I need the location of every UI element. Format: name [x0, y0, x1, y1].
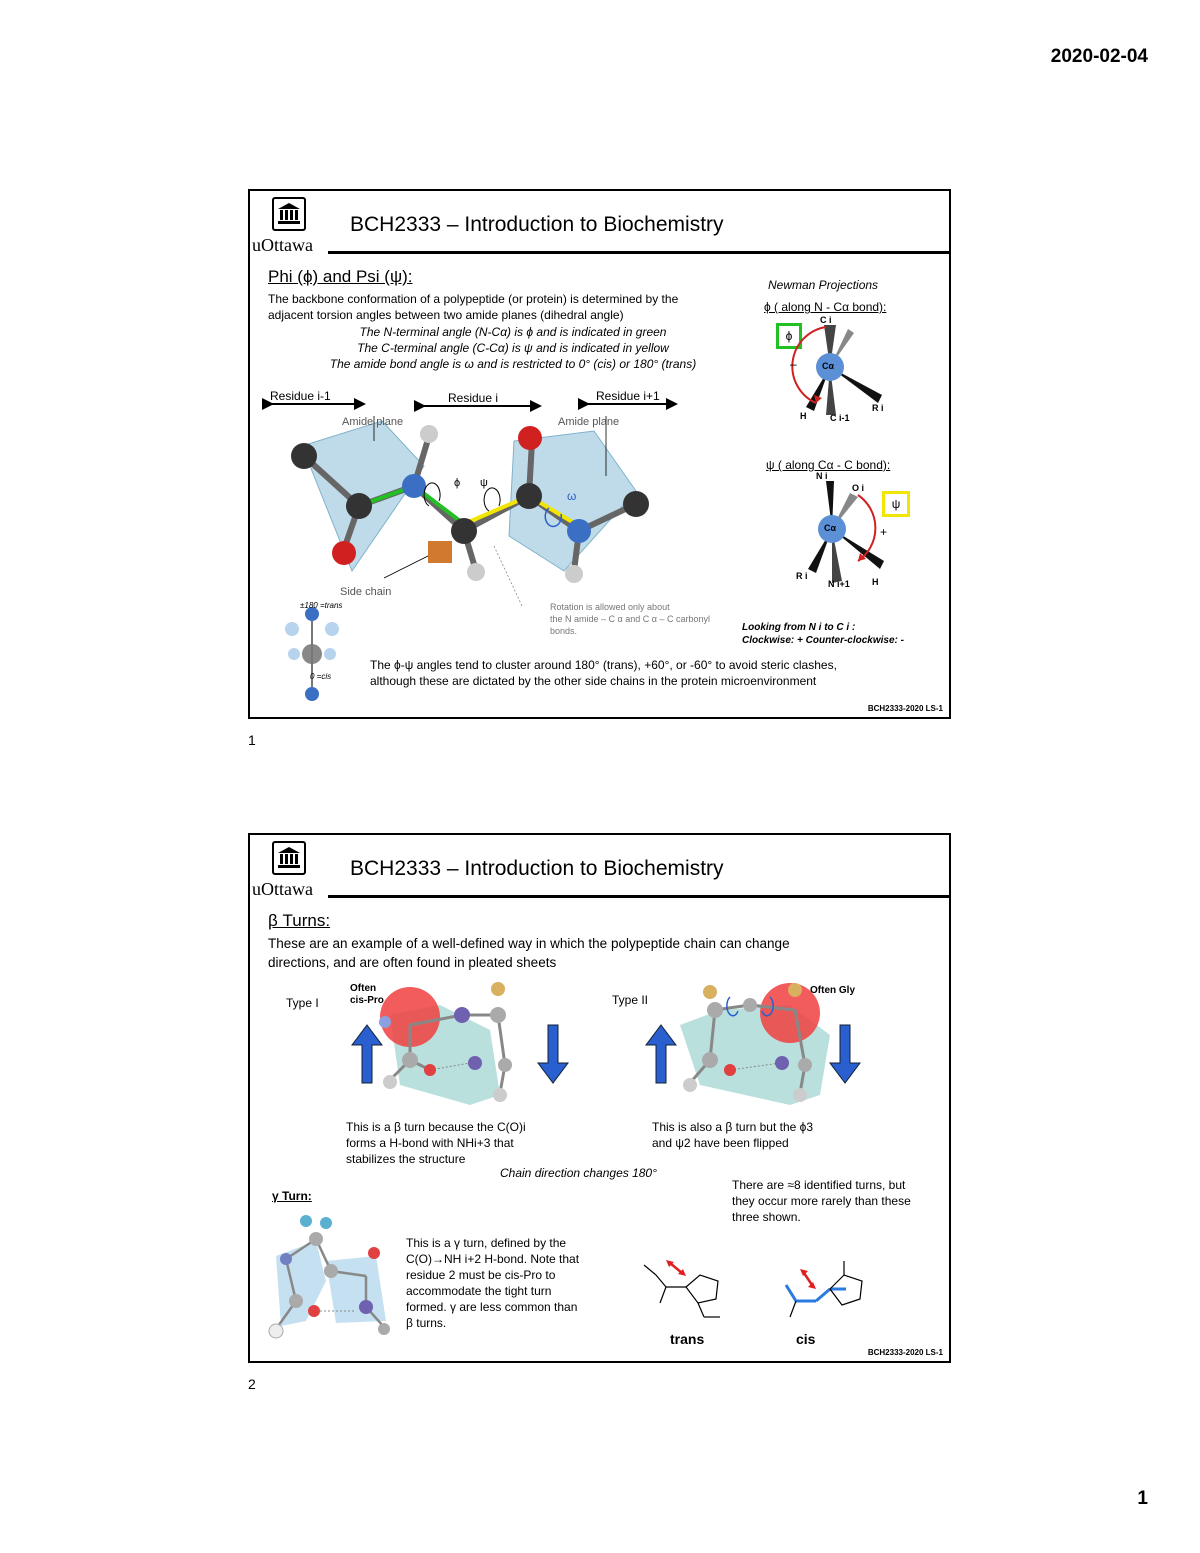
logo-text: uOttawa — [252, 879, 313, 899]
psi-atom-center: Cα — [824, 523, 837, 533]
desc-line: This is a β turn because the C(O)i — [346, 1120, 526, 1134]
type1-description — [346, 1119, 566, 1167]
type2-note: Often Gly — [810, 985, 856, 996]
peptide-backbone-figure — [264, 396, 694, 606]
type2-label: Type II — [612, 993, 649, 1007]
title-divider — [328, 251, 949, 254]
phi-symbol: ϕ — [454, 477, 461, 489]
logo-text: uOttawa — [252, 235, 313, 255]
title-divider — [328, 895, 949, 898]
cis-proline-structure — [766, 1245, 876, 1335]
psi-atom-top-right: O i — [852, 483, 865, 493]
amide-plane-label: Amide plane — [342, 416, 404, 428]
psi-sign: + — [880, 525, 888, 539]
phi-sign: – — [790, 357, 797, 371]
rotation-note-line: the N amide – C α and C α – C carbonyl — [550, 614, 710, 624]
building-icon — [272, 841, 306, 875]
note-line: they occur more rarely than these — [732, 1194, 911, 1208]
psi-box: ψ — [882, 491, 910, 517]
gamma-line: formed. γ are less common than — [406, 1300, 578, 1314]
building-icon — [272, 197, 306, 231]
omega-definition: The amide bond angle is ω and is restricted to 0° (cis) or 180° (trans) — [329, 357, 697, 371]
slide-number: 2 — [248, 1376, 256, 1392]
rotation-note-line: Rotation is allowed only about — [550, 602, 670, 612]
slide-2 — [248, 833, 951, 1363]
phi-atom-top: C i — [820, 315, 832, 325]
phi-caption: ϕ ( along N - Cα bond): — [764, 300, 887, 314]
phi-definition: The N-terminal angle (N-Cα) is ϕ and is indicated in green — [359, 325, 667, 339]
newman-heading: Newman Projections — [768, 278, 879, 292]
bottom-line: although these are dictated by the other side chains in the protein microenvironment — [370, 674, 817, 688]
page-number: 1 — [1137, 1488, 1148, 1509]
intro-text — [268, 291, 758, 323]
gamma-line: accommodate the tight turn — [406, 1284, 552, 1298]
omega-symbol: ω — [567, 489, 577, 503]
desc-line: This is also a β turn but the ϕ3 — [652, 1120, 814, 1134]
residue-label-next: Residue i+1 — [596, 389, 660, 403]
section-title: β Turns: — [268, 911, 331, 930]
slide-title: BCH2333 – Introduction to Biochemistry — [350, 213, 724, 236]
desc-line: and ψ2 have been flipped — [652, 1136, 789, 1150]
cis-label: cis — [796, 1331, 816, 1347]
up-arrow-icon — [646, 1025, 676, 1085]
bottom-line: The ϕ-ψ angles tend to cluster around 180° (trans), +60°, or -60° to avoid steric clashes, — [370, 658, 837, 672]
down-arrow-icon — [538, 1025, 568, 1085]
rotation-note — [550, 601, 710, 637]
note-line: There are ≈8 identified turns, but — [732, 1178, 906, 1192]
residue-label-prev: Residue i-1 — [270, 389, 331, 403]
cis-trans-diagram — [262, 599, 362, 709]
down-arrow-icon — [830, 1025, 860, 1085]
gamma-line: residue 2 must be cis-Pro to — [406, 1268, 556, 1282]
intro-text — [268, 934, 928, 972]
type2-description — [652, 1119, 872, 1151]
intro-line: These are an example of a well-defined way in which the polypeptide chain can change — [268, 936, 790, 951]
looking-line: Looking from N i to C i : — [742, 622, 856, 633]
rotation-note-line: bonds. — [550, 626, 578, 636]
psi-definition: The C-terminal angle (C-Cα) is ψ and is indicated in yellow — [357, 341, 669, 355]
slide-number: 1 — [248, 732, 256, 748]
gamma-title: γ Turn: — [272, 1189, 312, 1203]
direction-line: Clockwise: + Counter-clockwise: - — [742, 635, 904, 646]
gamma-line: β turns. — [406, 1316, 447, 1330]
psi-symbol: ψ — [480, 477, 488, 489]
trans-label: ±180 =trans — [300, 601, 343, 610]
intro-line: adjacent torsion angles between two amide planes (dihedral angle) — [268, 308, 624, 322]
amide-plane-label: Amide plane — [558, 416, 620, 428]
gamma-description — [406, 1235, 611, 1331]
gamma-line: This is a γ turn, defined by the — [406, 1236, 567, 1250]
slide-footer: BCH2333-2020 LS-1 — [867, 1348, 943, 1357]
psi-caption: ψ ( along Cα - C bond): — [766, 458, 891, 472]
note-line: three shown. — [732, 1210, 801, 1224]
looking-from-note — [742, 621, 904, 647]
gamma-turn-figure — [266, 1211, 396, 1341]
up-arrow-icon — [352, 1025, 382, 1085]
chain-direction-note: Chain direction changes 180° — [500, 1166, 657, 1180]
desc-line: forms a H-bond with NHi+3 that — [346, 1136, 514, 1150]
type1-turn-figure — [350, 975, 570, 1115]
uottawa-logo — [252, 839, 330, 903]
type1-note: Often cis-Pro — [350, 983, 384, 1006]
phi-atom-center: Cα — [822, 361, 835, 371]
psi-atom-top-left: N i — [816, 471, 828, 481]
slide-title: BCH2333 – Introduction to Biochemistry — [350, 857, 724, 880]
psi-atom-right: H — [872, 577, 879, 587]
trans-label: trans — [670, 1331, 705, 1347]
angle-definitions — [268, 324, 758, 372]
intro-line: The backbone conformation of a polypeptide (or protein) is determined by the — [268, 292, 679, 306]
phi-atom-left: H — [800, 411, 807, 421]
desc-line: stabilizes the structure — [346, 1152, 466, 1166]
type1-label: Type I — [286, 996, 319, 1010]
section-title: Phi (ϕ) and Psi (ψ): — [268, 267, 413, 286]
gamma-line: C(O)→NH i+2 H-bond. Note that — [406, 1252, 580, 1266]
residue-label-current: Residue i — [448, 391, 499, 405]
bottom-text — [370, 657, 930, 689]
side-chain-label: Side chain — [340, 586, 392, 598]
phi-box: ϕ — [776, 323, 802, 349]
uottawa-logo — [252, 195, 330, 259]
slide-footer: BCH2333-2020 LS-1 — [867, 704, 943, 713]
phi-atom-bottom: C i-1 — [830, 413, 850, 423]
cis-label: 0 =cis — [310, 672, 332, 681]
slide-1 — [248, 189, 951, 719]
other-turns-note — [732, 1177, 947, 1225]
psi-atom-bottom: N i+1 — [828, 579, 850, 589]
phi-newman-projection — [786, 315, 906, 425]
intro-line: directions, and are often found in pleated sheets — [268, 955, 557, 970]
psi-atom-left: R i — [796, 571, 808, 581]
trans-proline-structure — [636, 1245, 746, 1335]
phi-atom-right: R i — [872, 403, 884, 413]
document-date: 2020-02-04 — [1050, 46, 1148, 67]
